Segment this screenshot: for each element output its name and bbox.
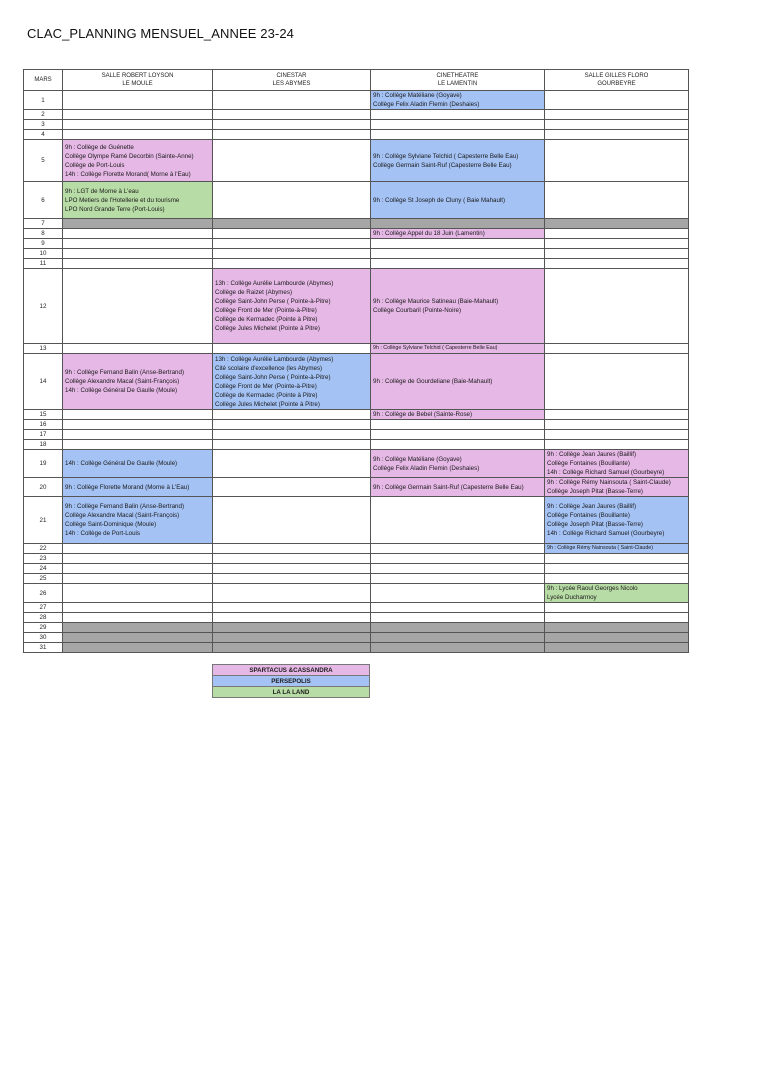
school-entry: Collège Felix Aladin Flemin (Deshaies) [373, 101, 480, 108]
day-number: 28 [24, 613, 63, 623]
day-row [24, 120, 689, 130]
day-number: 23 [24, 554, 63, 564]
day-row [24, 430, 689, 440]
school-entry: 9h : Collège Jean Jaures (Baillif) [547, 451, 637, 458]
school-entry: Collège Courbaril (Pointe-Noire) [373, 307, 462, 314]
school-entry: Collège Saint-Dominique (Moule) [65, 521, 157, 528]
session-cell [545, 497, 689, 544]
session-cell [63, 182, 213, 219]
day-row [24, 420, 689, 430]
day-row [24, 249, 689, 259]
session-cell [545, 478, 689, 497]
day-number: 7 [24, 219, 63, 229]
school-entry: 13h : Collège Aurélie Lambourde (Abymes) [215, 355, 334, 363]
day-number: 19 [24, 450, 63, 478]
session-cell [371, 229, 545, 239]
day-row [24, 633, 689, 643]
film-legend [212, 664, 370, 698]
day-row [24, 410, 689, 420]
session-cell [545, 544, 689, 554]
day-number: 6 [24, 182, 63, 219]
school-entry: Collège Alexandre Macal (Saint-François) [65, 378, 180, 385]
day-row [24, 603, 689, 613]
school-entry: Collège Joseph Pitat (Basse-Terre) [547, 521, 643, 528]
day-number: 15 [24, 410, 63, 420]
school-entry: Lycée Ducharmoy [547, 594, 597, 601]
school-entry: 14h : Collège Richard Samuel (Gourbeyre) [547, 469, 665, 476]
day-row [24, 110, 689, 120]
venue-header: SALLE GILLES FLORO GOURBEYRE [545, 70, 689, 91]
header-row [24, 70, 689, 91]
day-row [24, 554, 689, 564]
day-number: 17 [24, 430, 63, 440]
session-cell [371, 410, 545, 420]
school-entry: 9h : Collège Rémy Nainsouta ( Saint-Claude) [547, 479, 671, 486]
legend-item-persepolis: PERSEPOLIS [213, 676, 370, 687]
venue-header: CINESTAR LES ABYMES [213, 70, 371, 91]
session-cell [371, 478, 545, 497]
school-entry: Collège de Kermadec (Pointe à Pitre) [215, 391, 318, 399]
school-entry: Collège Jules Michelet (Pointe à Pitre) [215, 400, 320, 408]
session-cell [371, 450, 545, 478]
school-entry: 9h : Collège Fernand Balin (Anse-Bertrand) [65, 369, 185, 376]
day-row [24, 91, 689, 110]
day-row [24, 613, 689, 623]
school-entry: Collège Olympe Ramé Decorbin (Sainte-Anne) [65, 152, 194, 160]
day-number: 24 [24, 564, 63, 574]
day-number: 9 [24, 239, 63, 249]
session-cell [63, 140, 213, 182]
day-number: 29 [24, 623, 63, 633]
day-row [24, 182, 689, 219]
school-entry: Collège Alexandre Macal (Saint-François) [65, 512, 180, 519]
legend-item-spartacus: SPARTACUS &CASSANDRA [213, 665, 370, 676]
session-cell [371, 182, 545, 219]
session-cell [371, 354, 545, 410]
day-number: 25 [24, 574, 63, 584]
planning-table [23, 69, 689, 653]
school-entry: 14h : Collège Général De Gaulle (Moule) [65, 460, 178, 467]
month-header: MARS [24, 70, 63, 91]
school-entry: 9h : Collège Sylviane Telchid ( Capesterre Belle Eau) [373, 152, 519, 160]
school-entry: Collège de Raizet (Abymes) [215, 289, 293, 296]
session-cell [213, 269, 371, 344]
day-number: 10 [24, 249, 63, 259]
school-entry: Collège de Port-Louis [65, 161, 125, 169]
day-row [24, 354, 689, 410]
school-entry: 14h : Collège Florette Morand( Morne à l'Eau) [65, 170, 191, 178]
venue-header: CINETHEATRE LE LAMENTIN [371, 70, 545, 91]
school-entry: 9h : Collège de Bebel (Sainte-Rose) [373, 411, 473, 418]
school-entry: Collège Saint-John Perse ( Pointe-à-Pitre) [215, 298, 331, 305]
school-entry: Collège Fontaines (Bouillante) [547, 460, 630, 467]
school-entry: 9h : Collège Fernand Balin (Anse-Bertrand) [65, 503, 185, 510]
school-entry: 9h : Collège Maurice Satineau (Baie-Mahault) [373, 298, 499, 305]
day-number: 21 [24, 497, 63, 544]
day-number: 11 [24, 259, 63, 269]
school-entry: LPO Nord Grande Terre (Port-Louis) [65, 205, 165, 213]
school-entry: 9h : Collège Florette Morand (Morne à L'Eau) [65, 483, 190, 491]
school-entry: 9h : LGT de Morne à L'eau [65, 187, 139, 195]
school-entry: 9h : Collège Rémy Nainsouta ( Saint-Claude) [547, 545, 653, 551]
day-number: 1 [24, 91, 63, 110]
school-entry: Collège Front de Mer (Pointe-à-Pitre) [215, 382, 317, 390]
day-row [24, 497, 689, 544]
session-cell [63, 450, 213, 478]
school-entry: 14h : Collège de Port-Louis [65, 530, 140, 537]
session-cell [63, 478, 213, 497]
school-entry: 9h : Collège Jean Jaures (Baillif) [547, 503, 637, 510]
school-entry: Collège Front de Mer (Pointe-à-Pitre) [215, 307, 317, 314]
school-entry: Collège Felix Aladin Flemin (Deshaies) [373, 464, 480, 472]
day-row [24, 584, 689, 603]
day-number: 5 [24, 140, 63, 182]
day-number: 31 [24, 643, 63, 653]
school-entry: 9h : Lycée Raoul Georges Nicolo [547, 585, 638, 592]
school-entry: Collège Joseph Pitat (Basse-Terre) [547, 488, 643, 495]
school-entry: 9h : Collège Germain Saint-Ruf (Capesterre Belle Eau) [373, 483, 524, 491]
session-cell [371, 344, 545, 354]
day-row [24, 574, 689, 584]
day-number: 20 [24, 478, 63, 497]
session-cell [63, 497, 213, 544]
day-row [24, 269, 689, 344]
day-row [24, 564, 689, 574]
school-entry: 9h : Collège St Joseph de Cluny ( Baie Mahault) [373, 196, 506, 204]
school-entry: 9h : Collège de Gourdeliane (Baie-Mahault) [373, 378, 493, 385]
day-row [24, 259, 689, 269]
session-cell [371, 91, 545, 110]
day-number: 4 [24, 130, 63, 140]
day-number: 30 [24, 633, 63, 643]
day-number: 14 [24, 354, 63, 410]
school-entry: 13h : Collège Aurélie Lambourde (Abymes) [215, 280, 334, 287]
day-row [24, 219, 689, 229]
day-row [24, 643, 689, 653]
school-entry: Collège Germain Saint-Ruf (Capesterre Belle Eau) [373, 161, 512, 169]
day-number: 18 [24, 440, 63, 450]
session-cell [371, 269, 545, 344]
day-number: 16 [24, 420, 63, 430]
venue-header: SALLE ROBERT LOYSON LE MOULE [63, 70, 213, 91]
school-entry: Collège Jules Michelet (Pointe à Pitre) [215, 325, 320, 332]
school-entry: 14h : Collège Général De Gaulle (Moule) [65, 387, 178, 394]
day-row [24, 623, 689, 633]
day-number: 2 [24, 110, 63, 120]
session-cell [63, 354, 213, 410]
day-row [24, 440, 689, 450]
session-cell [545, 450, 689, 478]
school-entry: Cité scolaire d'excellence (les Abymes) [215, 364, 323, 372]
day-number: 3 [24, 120, 63, 130]
school-entry: 9h : Collège Sylviane Telchid ( Capesterre Belle Eau) [373, 345, 498, 351]
school-entry: 9h : Collège Appel du 18 Juin (Lamentin) [373, 230, 485, 237]
day-number: 22 [24, 544, 63, 554]
day-row [24, 130, 689, 140]
school-entry: Collège Saint-John Perse ( Pointe-à-Pitre) [215, 373, 331, 381]
day-number: 13 [24, 344, 63, 354]
day-row [24, 478, 689, 497]
day-row [24, 344, 689, 354]
legend-item-lalaland: LA LA LAND [213, 687, 370, 698]
day-row [24, 239, 689, 249]
session-cell [371, 140, 545, 182]
school-entry: 9h : Collège de Guénette [65, 143, 134, 151]
school-entry: Collège Fontaines (Bouillante) [547, 512, 630, 519]
day-row [24, 450, 689, 478]
day-number: 8 [24, 229, 63, 239]
day-row [24, 140, 689, 182]
school-entry: 14h : Collège Richard Samuel (Gourbeyre) [547, 530, 665, 537]
day-number: 26 [24, 584, 63, 603]
day-row [24, 229, 689, 239]
session-cell [545, 584, 689, 603]
school-entry: 9h : Collège Matéliane (Goyave) [373, 92, 462, 99]
day-row [24, 544, 689, 554]
page-title: CLAC_PLANNING MENSUEL_ANNEE 23-24 [27, 26, 295, 41]
day-number: 12 [24, 269, 63, 344]
day-number: 27 [24, 603, 63, 613]
school-entry: Collège de Kermadec (Pointe à Pitre) [215, 316, 318, 323]
school-entry: LPO Metiers de l'Hotellerie et du tourisme [65, 196, 180, 204]
session-cell [213, 354, 371, 410]
school-entry: 9h : Collège Matéliane (Goyave) [373, 455, 462, 463]
